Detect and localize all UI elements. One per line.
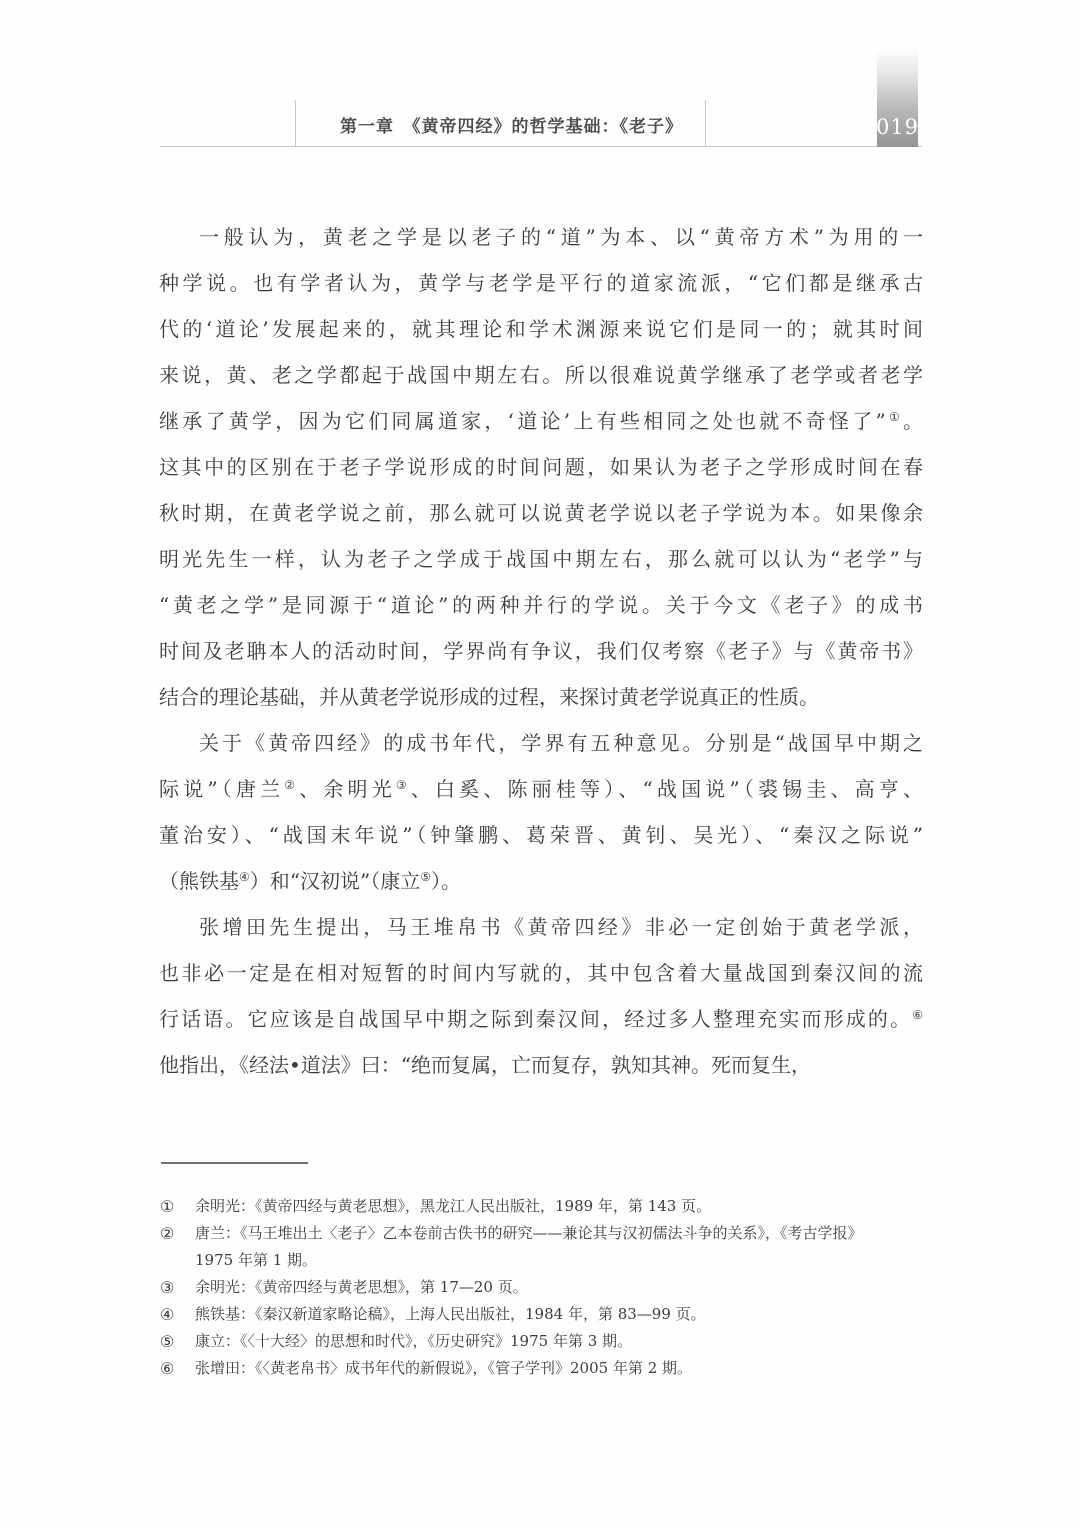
body-line: 他指出，《经法•道法》曰：“绝而复属，亡而复存，孰知其神。死而复生， <box>159 1053 812 1077</box>
paragraph <box>159 720 923 904</box>
footnote-line: 1975 年第 1 期。 <box>195 1251 318 1269</box>
body-line: 秋时期，在黄老学说之前，那么就可以说黄老学说以老子学说为本。如果像余 <box>159 501 923 525</box>
body-line: 行话语。它应该是自战国早中期之际到秦汉间，经过多人整理充实而形成的。⑥ <box>159 1007 923 1031</box>
footnote-marker: ⑤ <box>160 1332 175 1351</box>
header-rule <box>160 146 922 147</box>
header-right-divider <box>705 100 706 147</box>
body-line: （熊铁基④）和“汉初说”（康立⑤）。 <box>159 869 461 893</box>
footnote-item <box>160 1220 928 1274</box>
body-line: 来说，黄、老之学都起于战国中期左右。所以很难说黄学继承了老学或者老学 <box>159 363 923 387</box>
footnote-text <box>195 1301 928 1328</box>
body-line: 明光先生一样，认为老子之学成于战国中期左右，那么就可以认为“老学”与 <box>159 547 923 571</box>
paragraph <box>159 214 923 720</box>
footnote-text <box>195 1274 928 1301</box>
footnote-item <box>160 1301 928 1328</box>
paragraph <box>159 904 923 1088</box>
footnote-marker: ⑥ <box>160 1359 175 1378</box>
footnote-item <box>160 1355 928 1382</box>
footnote-marker: ② <box>160 1224 175 1243</box>
header-left-divider <box>295 100 296 147</box>
footnote-item <box>160 1274 928 1301</box>
footnote-marker: ③ <box>160 1278 175 1297</box>
footnote-text <box>195 1328 928 1355</box>
footnote-line: 熊铁基：《秦汉新道家略论稿》，上海人民出版社，1984 年，第 83—99 页。 <box>195 1305 706 1323</box>
body-line: 代的‘道论’发展起来的，就其理论和学术渊源来说它们是同一的；就其时间 <box>159 317 923 341</box>
footnote-ref: ① <box>885 410 903 424</box>
footnote-text <box>195 1193 928 1220</box>
body-line: 也非必一定是在相对短暂的时间内写就的，其中包含着大量战国到秦汉间的流 <box>159 961 923 985</box>
body-line: 一般认为，黄老之学是以老子的“道”为本、以“黄帝方术”为用的一 <box>199 225 923 249</box>
footnote-line: 余明光：《黄帝四经与黄老思想》，第 17—20 页。 <box>195 1278 528 1296</box>
body-line: 结合的理论基础，并从黄老学说形成的过程，来探讨黄老学说真正的性质。 <box>159 685 819 709</box>
chapter-title: 第一章 《黄帝四经》的哲学基础：《老子》 <box>340 117 683 137</box>
body-line: 继承了黄学，因为它们同属道家，‘道论’上有些相同之处也就不奇怪了”①。 <box>159 409 923 433</box>
footnote-ref: ③ <box>395 778 411 792</box>
footnote-text <box>195 1355 928 1382</box>
footnote-separator <box>161 1162 308 1164</box>
footnote-item <box>160 1193 928 1220</box>
body-line: 时间及老聃本人的活动时间，学界尚有争议，我们仅考察《老子》与《黄帝书》 <box>159 639 923 663</box>
body-line: 这其中的区别在于老子学说形成的时间问题，如果认为老子之学形成时间在春 <box>159 455 923 479</box>
footnote-line: 唐兰：《马王堆出土〈老子〉乙本卷前古佚书的研究——兼论其与汉初儒法斗争的关系》，《考古学报》 <box>195 1224 863 1242</box>
footnote-text <box>195 1220 928 1274</box>
body-line: 际说”（唐兰②、余明光③、白奚、陈丽桂等）、“战国说”（裘锡圭、高亨、 <box>159 777 924 801</box>
page-number: 019 <box>875 115 920 139</box>
footnote-marker: ① <box>160 1197 175 1216</box>
body-line: 种学说。也有学者认为，黄学与老学是平行的道家流派，“它们都是继承古 <box>159 271 923 295</box>
page-number-tab <box>877 50 918 147</box>
body-line: 关于《黄帝四经》的成书年代，学界有五种意见。分别是“战国早中期之 <box>199 731 923 755</box>
body-text <box>159 214 923 1088</box>
footnote-ref: ⑥ <box>912 1008 923 1022</box>
footnotes <box>160 1193 928 1382</box>
footnote-line: 余明光：《黄帝四经与黄老思想》，黑龙江人民出版社，1989 年，第 143 页。 <box>195 1197 712 1215</box>
body-line: “黄老之学”是同源于“道论”的两种并行的学说。关于今文《老子》的成书 <box>159 593 923 617</box>
footnote-ref: ④ <box>239 870 250 884</box>
body-line: 董治安）、“战国末年说”（钟肇鹏、葛荣晋、黄钊、吴光）、“秦汉之际说” <box>159 823 923 847</box>
footnote-marker: ④ <box>160 1305 175 1324</box>
footnote-ref: ② <box>284 778 300 792</box>
footnote-item <box>160 1328 928 1355</box>
footnote-ref: ⑤ <box>420 870 431 884</box>
body-line: 张增田先生提出，马王堆帛书《黄帝四经》非必一定创始于黄老学派， <box>199 915 923 939</box>
footnote-line: 康立：《〈十大经〉的思想和时代》，《历史研究》1975 年第 3 期。 <box>195 1332 633 1350</box>
footnote-line: 张增田：《〈黄老帛书〉成书年代的新假说》，《管子学刊》2005 年第 2 期。 <box>195 1359 693 1377</box>
